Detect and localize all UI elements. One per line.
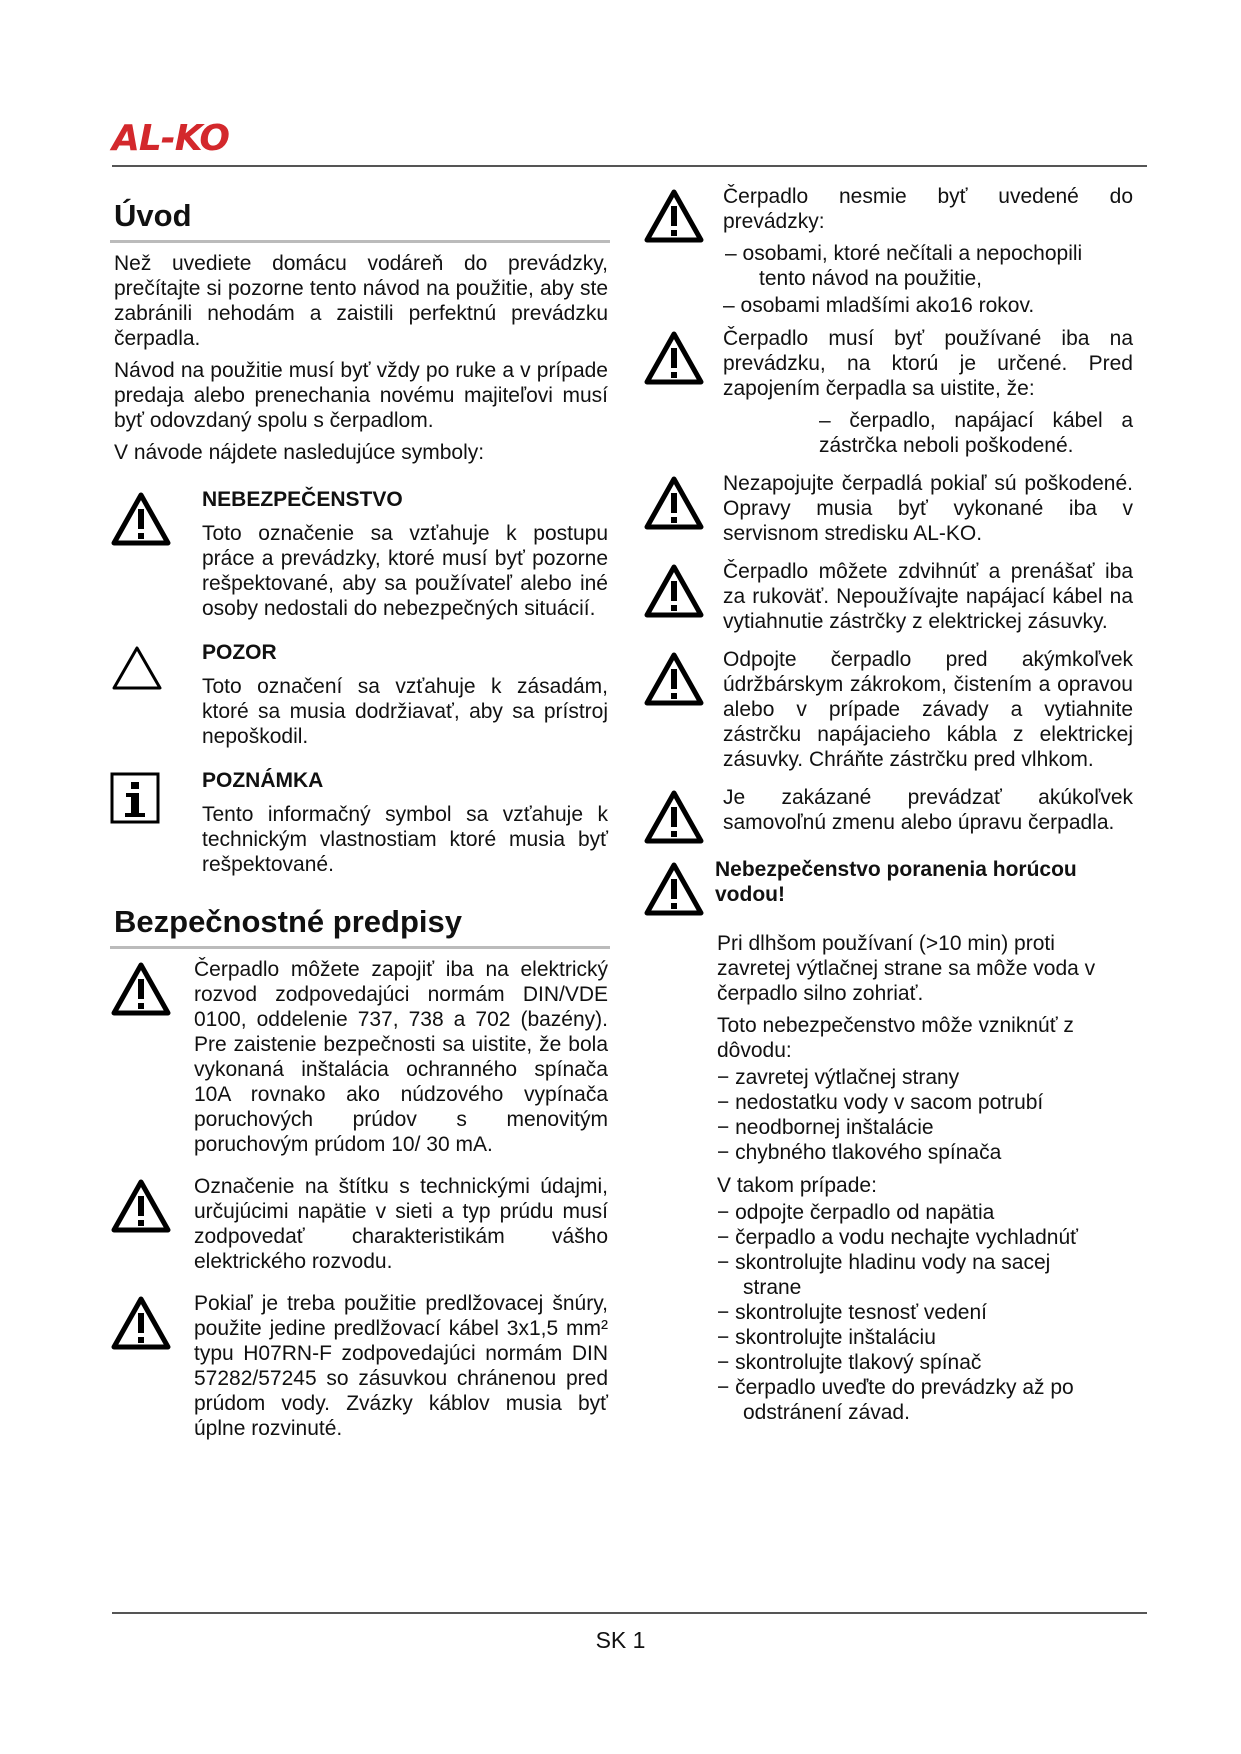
rule-text-6: Je zakázané prevádzať akúkoľvek samovoľnú zmenu alebo úpravu čerpadla. bbox=[723, 786, 1133, 834]
list-item: − čerpadlo a vodu nechajte vychladnúť bbox=[717, 1226, 1079, 1249]
safety-heading-rule bbox=[110, 946, 610, 949]
safety-item-3 bbox=[114, 1291, 608, 1448]
safety-heading: Bezpečnostné predpisy bbox=[114, 904, 462, 939]
intro-heading-rule bbox=[110, 240, 610, 243]
warning-triangle-icon bbox=[643, 647, 723, 713]
warning-triangle-icon bbox=[110, 487, 176, 547]
rule-item-4 bbox=[645, 559, 1133, 641]
rule-2-sub: – čerpadlo, napájací kábel a zástrčka neboli poškodené. bbox=[819, 409, 1133, 457]
safety-item-2 bbox=[114, 1174, 608, 1281]
rule-text-1: Čerpadlo nesmie byť uvedené do prevádzky: bbox=[723, 185, 1133, 233]
warning-triangle-icon bbox=[110, 1291, 176, 1351]
warning-triangle-icon bbox=[643, 857, 715, 923]
rule-item-5 bbox=[645, 647, 1133, 779]
symbol-danger-title: NEBEZPEČENSTVO bbox=[202, 488, 403, 511]
hot-water-p2: Toto nebezpečenstvo môže vzniknúť z dôvodu: bbox=[717, 1014, 1074, 1062]
warning-triangle-icon bbox=[643, 184, 723, 250]
causes-list bbox=[717, 1065, 1127, 1165]
symbol-caution bbox=[114, 640, 608, 756]
hot-water-warning bbox=[645, 857, 1133, 923]
list-item: − skontrolujte hladinu vody na sacej bbox=[717, 1251, 1051, 1274]
list-item: − nedostatku vody v sacom potrubí bbox=[717, 1091, 1044, 1114]
alko-logo: AL-KO bbox=[112, 118, 229, 159]
rule-item-1 bbox=[645, 184, 1133, 320]
list-item: − čerpadlo uveďte do prevádzky až po bbox=[717, 1376, 1074, 1399]
rule-text-5: Odpojte čerpadlo pred akýmkoľvek údržbárskym zákrokom, čistením a opravou alebo v prípade závady a vytiahnite zástrčku napájacieho kábla z elektrickej zásuvky. Chráňte zástrčku pred vlhkom. bbox=[723, 648, 1133, 771]
safety-text-2: Označenie na štítku s technickými údajmi, určujúcimi napätie v sieti a typ prúdu musí zodpovedať charakteristikám vášho elektrického rozvodu. bbox=[194, 1175, 608, 1273]
safety-text-3: Pokiaľ je treba použitie predlžovacej šnúry, použite jedine predlžovací kábel 3x1,5 mm² typu H07RN-F zodpovedajúci normám DIN 57282/57245 so zásuvkou chránenou pred prúdom vody. Zvázky káblov musia byť úplne rozvinuté. bbox=[194, 1292, 608, 1440]
list-item: odstránení závad. bbox=[743, 1401, 910, 1424]
case-label: V takom prípade: bbox=[717, 1174, 877, 1197]
rule-text-3: Nezapojujte čerpadlá pokiaľ sú poškodené. Opravy musia byť vykonané iba v servisnom stredisku AL-KO. bbox=[723, 472, 1133, 545]
warning-triangle-icon bbox=[643, 559, 723, 625]
info-icon bbox=[110, 768, 176, 824]
caution-triangle-icon bbox=[110, 640, 176, 692]
actions-list bbox=[717, 1200, 1127, 1425]
hot-water-body bbox=[717, 931, 1127, 1425]
safety-item-1 bbox=[114, 957, 608, 1164]
list-item: − chybného tlakového spínača bbox=[717, 1141, 1002, 1164]
symbol-danger-text: Toto označenie sa vzťahuje k postupu práce a prevádzky, ktoré musí byť pozorne rešpektované, aby sa používateľ alebo iné osoby nedostali do nebezpečných situácií. bbox=[202, 522, 608, 620]
intro-heading: Úvod bbox=[114, 198, 192, 233]
rule-text-2: Čerpadlo musí byť používané iba na prevádzku, na ktorú je určené. Pred zapojením čerpadla sa uistite, že: bbox=[723, 327, 1133, 400]
symbol-caution-title: POZOR bbox=[202, 641, 277, 664]
intro-paragraph-2: Návod na použitie musí byť vždy po ruke a v prípade predaja alebo prenechania novému majiteľovi musí byť odovzdaný spolu s čerpadlom. bbox=[114, 359, 608, 432]
warning-triangle-icon bbox=[110, 957, 176, 1017]
hot-water-title: Nebezpečenstvo poranenia horúcou vodou! bbox=[715, 858, 1077, 906]
list-item: − odpojte čerpadlo od napätia bbox=[717, 1201, 995, 1224]
list-item: − skontrolujte tlakový spínač bbox=[717, 1351, 982, 1374]
list-item: − skontrolujte tesnosť vedení bbox=[717, 1301, 987, 1324]
list-item: − skontrolujte inštaláciu bbox=[717, 1326, 936, 1349]
list-item: − neodbornej inštalácie bbox=[717, 1116, 934, 1139]
symbol-danger bbox=[114, 487, 608, 628]
page-number: SK 1 bbox=[595, 1627, 646, 1653]
list-item: strane bbox=[743, 1276, 802, 1299]
warning-triangle-icon bbox=[643, 471, 723, 537]
safety-text-1: Čerpadlo môžete zapojiť iba na elektrický rozvod zodpovedajúci normám DIN/VDE 0100, oddelenie 737, 738 a 702 (bazény). Pre zaistenie bezpečnosti sa uistite, že bola vykonaná inštalácia ochranného spínača 10A rovnako ako núdzového vypínača poruchových prúdov s menovitým poruchovým prúdom 10/ 30 mA. bbox=[194, 958, 608, 1156]
warning-triangle-icon bbox=[643, 326, 723, 392]
left-column bbox=[114, 196, 608, 1458]
warning-triangle-icon bbox=[110, 1174, 176, 1234]
intro-paragraph-3: V návode nájdete nasledujúce symboly: bbox=[114, 441, 485, 464]
rule-item-3 bbox=[645, 471, 1133, 553]
header-rule bbox=[112, 165, 1147, 167]
rule-item-2 bbox=[645, 326, 1133, 465]
symbol-note-title: POZNÁMKA bbox=[202, 769, 324, 792]
warning-triangle-icon bbox=[643, 785, 723, 851]
right-column bbox=[645, 184, 1133, 1425]
symbol-note-text: Tento informačný symbol sa vzťahuje k technickým vlastnostiam ktoré musia byť rešpektované. bbox=[202, 803, 608, 876]
symbol-caution-text: Toto označení sa vzťahuje k zásadám, ktoré sa musia dodržiavať, aby sa prístroj nepoškodil. bbox=[202, 675, 608, 748]
rule-1-dash-1: – osobami, ktoré nečítali a nepochopili tento návod na použitie, bbox=[725, 242, 1083, 290]
rule-item-6 bbox=[645, 785, 1133, 851]
hot-water-p1: Pri dlhšom používaní (>10 min) proti zavretej výtlačnej strane sa môže voda v čerpadlo silno zohriať. bbox=[717, 932, 1096, 1005]
footer-rule bbox=[112, 1612, 1147, 1614]
intro-paragraph-1: Než uvediete domácu vodáreň do prevádzky, prečítajte si pozorne tento návod na použitie, aby ste zabránili nehodám a zaistili perfektnú prevádzku čerpadla. bbox=[114, 252, 608, 350]
symbol-note bbox=[114, 768, 608, 884]
list-item: − zavretej výtlačnej strany bbox=[717, 1066, 960, 1089]
rule-1-dash-2: – osobami mladšími ako16 rokov. bbox=[723, 294, 1035, 317]
rule-text-4: Čerpadlo môžete zdvihnúť a prenášať iba za rukoväť. Nepoužívajte napájací kábel na vytiahnutie zástrčky z elektrickej zásuvky. bbox=[723, 560, 1133, 633]
